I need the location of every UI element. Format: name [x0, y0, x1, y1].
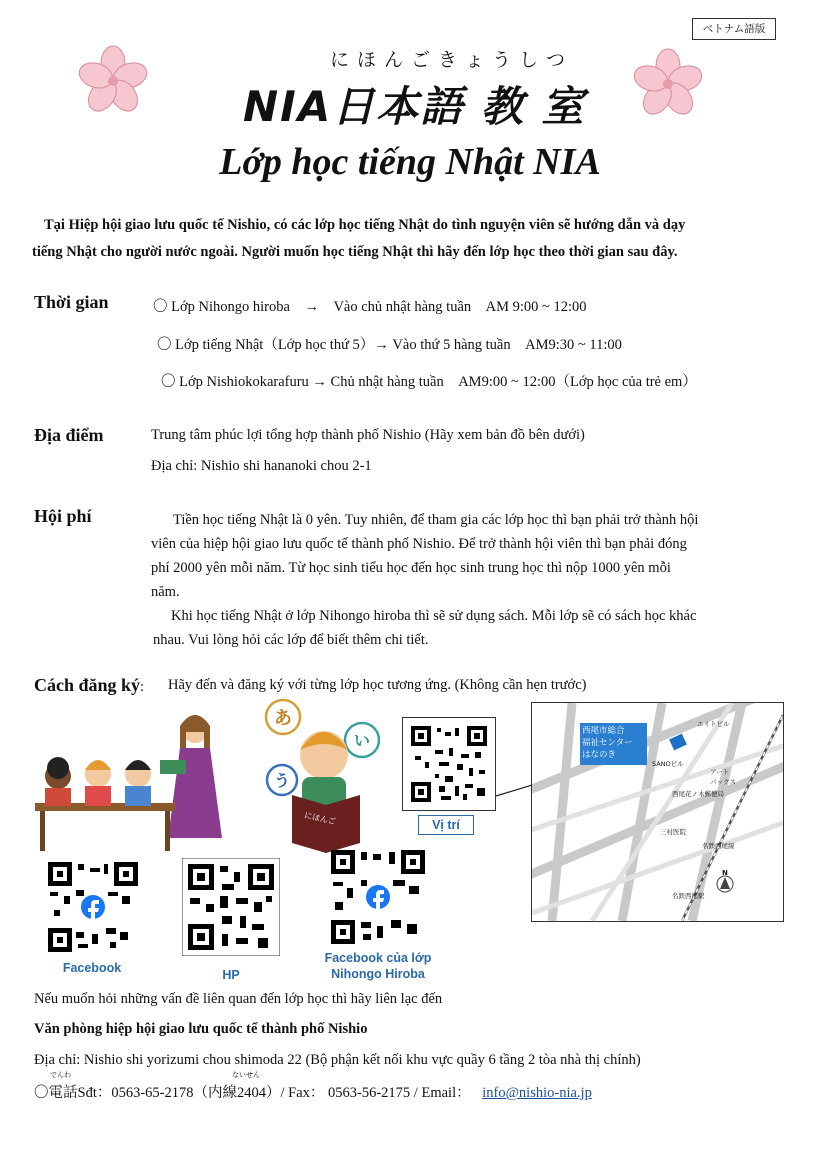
furigana-extension: ないせん [232, 1071, 260, 1079]
location-name: Trung tâm phúc lợi tổng hợp thành phố Nishio (Hãy xem bản đồ bên dưới) [151, 427, 585, 443]
bubble-i-text: い [354, 731, 371, 750]
fee-line: Khi học tiếng Nhật ở lớp Nihongo hiroba thì sẽ sử dụng sách. Mỗi lớp sẽ có sách học khác [171, 608, 697, 624]
facebook-class-caption-line-1: Facebook của lớp [324, 951, 432, 965]
map-label-etta: エイトビル [697, 720, 730, 728]
map-center-line-1: 西尾市総合 [582, 726, 625, 736]
language-badge: ベトナム語版 [692, 18, 776, 40]
map-label-hall: 西尾花ノ木郵便局 [672, 790, 724, 798]
register-row [34, 675, 144, 696]
map-north-label: N [722, 869, 728, 877]
fee-label: Hội phí [34, 506, 92, 526]
facebook-class-caption-line-2: Nihongo Hiroba [331, 967, 425, 981]
facebook-class-caption [300, 950, 456, 982]
map-label-sano: SANOビル [652, 760, 684, 768]
facebook-caption: Facebook [62, 961, 122, 975]
map-label-station-line: 名鉄西尾線 [702, 842, 735, 850]
intro-paragraph [32, 212, 792, 266]
email-link[interactable]: info@nishio-nia.jp [482, 1085, 592, 1101]
contact-address: Địa chỉ: Nishio shi yorizumi chou shimoda 22 (Bộ phận kết nối khu vực quầy 6 tầng 2 tòa nhà thị chính) [34, 1052, 641, 1068]
register-label: Cách đăng ký [34, 675, 141, 695]
fee-line: viên của hiệp hội giao lưu quốc tế thành phố Nishio. Để trở thành hội viên thì bạn phải đóng [151, 536, 687, 552]
location-caption: Vị trí [432, 818, 460, 832]
contact-office: Văn phòng hiệp hội giao lưu quốc tế thành phố Nishio [34, 1021, 368, 1037]
title-vietnamese: Lớp học tiếng Nhật NIA [219, 141, 601, 183]
schedule-label: Thời gian [34, 292, 109, 312]
schedule-item: 〇 Lớp Nishiokokarafuru → Chủ nhật hàng tuần AM9:00 ~ 12:00（Lớp học của trẻ em） [161, 374, 697, 390]
map-label-art: アート [710, 768, 730, 776]
fee-line: nhau. Vui lòng hỏi các lớp để biết thêm chi tiết. [153, 632, 429, 648]
fee-line: phí 2000 yên mỗi năm. Từ học sinh tiểu học đến học sinh trung học thì nộp 1000 yên mỗi [151, 560, 671, 576]
bubble-u-text: う [274, 771, 291, 790]
intro-line-1: Tại Hiệp hội giao lưu quốc tế Nishio, có các lớp học tiếng Nhật do tình nguyện viên sẽ hướng dẫn và dạy [44, 217, 686, 233]
schedule-item: 〇 Lớp Nihongo hiroba → Vào chủ nhật hàng tuần AM 9:00 ~ 12:00 [153, 299, 587, 315]
sakura-left-icon [75, 45, 151, 117]
register-colon: : [140, 679, 145, 695]
map-center-line-2: 福祉センター [582, 738, 633, 748]
homepage-caption: HP [222, 968, 240, 982]
title-furigana: にほんごきょうしつ [330, 49, 574, 71]
title-japanese: NIA日本語 教 室 [243, 82, 586, 131]
homepage-qr-code[interactable] [182, 858, 280, 956]
contact-inquiry: Nếu muốn hỏi những vấn đề liên quan đến lớp học thì hãy liên lạc đến [34, 991, 443, 1007]
area-map[interactable] [531, 702, 784, 922]
facebook-qr-code[interactable] [48, 862, 138, 952]
map-label-station: 名鉄西尾駅 [672, 892, 705, 900]
classroom-illustration [30, 708, 230, 853]
facebook-class-qr-code[interactable] [331, 850, 425, 944]
bubble-a-text: あ [274, 708, 292, 729]
map-label-park: パックス [710, 778, 736, 786]
contact-phone: 〇電話Sđt：0563-65-2178（内線2404）/ Fax： 0563-56-2175 / Email： [34, 1085, 471, 1101]
schedule-item: 〇 Lớp tiếng Nhật（Lớp học thứ 5）→ Vào thứ 5 hàng tuần AM9:30 ~ 11:00 [157, 337, 622, 353]
location-label: Địa điểm [34, 425, 104, 445]
map-center-label [582, 725, 633, 761]
reading-boy-illustration [262, 695, 402, 855]
fee-line: năm. [151, 584, 180, 600]
furigana-tel: でんわ [50, 1071, 71, 1079]
map-center-line-3: はなのき [582, 750, 617, 760]
fee-line: Tiền học tiếng Nhật là 0 yên. Tuy nhiên, để tham gia các lớp học thì bạn phải trở thành hội [173, 512, 699, 528]
location-qr-code[interactable] [411, 726, 487, 802]
location-qr-frame [402, 717, 496, 811]
book-title: にほんご [303, 810, 337, 827]
location-caption-box [418, 815, 474, 835]
fee-paragraph [151, 508, 791, 652]
sakura-right-icon [630, 48, 706, 120]
map-label-miyamura: 三村医院 [660, 828, 686, 836]
location-address: Địa chỉ: Nishio shi hananoki chou 2-1 [151, 458, 372, 474]
register-text: Hãy đến và đăng ký với từng lớp học tương ứng. (Không cần hẹn trước) [168, 677, 587, 693]
intro-line-2: tiếng Nhật cho người nước ngoài. Người muốn học tiếng Nhật thì hãy đến lớp học theo thời gian sau đây. [32, 244, 678, 260]
contact-phone-row [34, 1081, 592, 1102]
